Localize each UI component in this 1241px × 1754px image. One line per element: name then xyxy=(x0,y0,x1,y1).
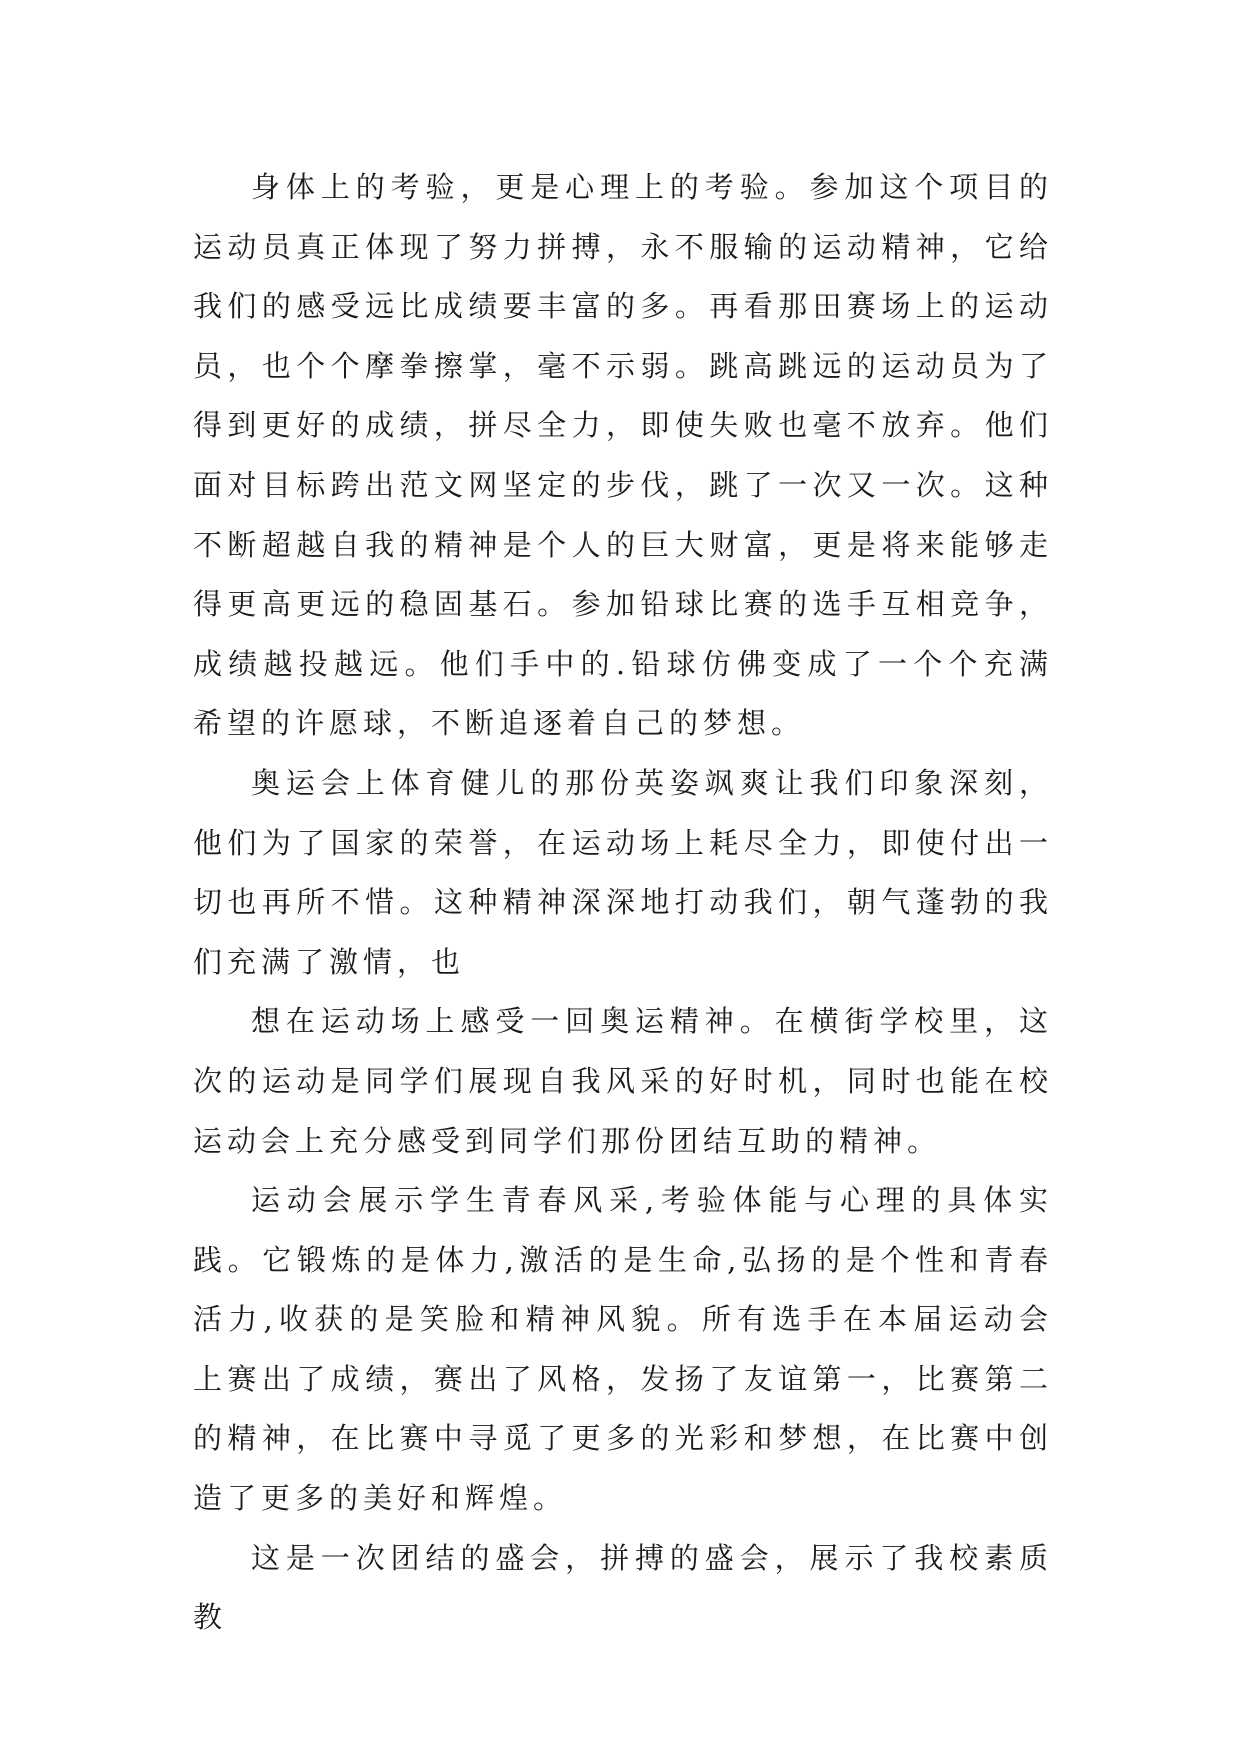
paragraph-2: 奥运会上体育健儿的那份英姿飒爽让我们印象深刻，他们为了国家的荣誉，在运动场上耗尽全力，即使付出一切也再所不惜。这种精神深深地打动我们，朝气蓬勃的我们充满了激情，也 xyxy=(193,765,1053,979)
paragraph-4: 运动会展示学生青春风采,考验体能与心理的具体实践。它锻炼的是体力,激活的是生命,弘扬的是个性和青春活力,收获的是笑脸和精神风貌。所有选手在本届运动会上赛出了成绩，赛出了风格，发扬了友谊第一，比赛第二的精神，在比赛中寻觅了更多的光彩和梦想，在比赛中创造了更多的美好和辉煌。 xyxy=(193,1183,1053,1516)
paragraph-3: 想在运动场上感受一回奥运精神。在横街学校里，这次的运动是同学们展现自我风采的好时机，同时也能在校运动会上充分感受到同学们那份团结互助的精神。 xyxy=(193,1004,1053,1158)
document-body xyxy=(193,158,1053,1648)
paragraph-1: 身体上的考验，更是心理上的考验。参加这个项目的运动员真正体现了努力拼搏，永不服输的运动精神，它给我们的感受远比成绩要丰富的多。再看那田赛场上的运动员，也个个摩拳擦掌，毫不示弱。跳高跳远的运动员为了得到更好的成绩，拼尽全力，即使失败也毫不放弃。他们面对目标跨出范文网坚定的步伐，跳了一次又一次。这种不断超越自我的精神是个人的巨大财富，更是将来能够走得更高更远的稳固基石。参加铅球比赛的选手互相竞争，成绩越投越远。他们手中的.铅球仿佛变成了一个个充满希望的许愿球，不断追逐着自己的梦想。 xyxy=(193,170,1053,741)
paragraph-5: 这是一次团结的盛会，拼搏的盛会，展示了我校素质教 xyxy=(193,1540,1053,1635)
